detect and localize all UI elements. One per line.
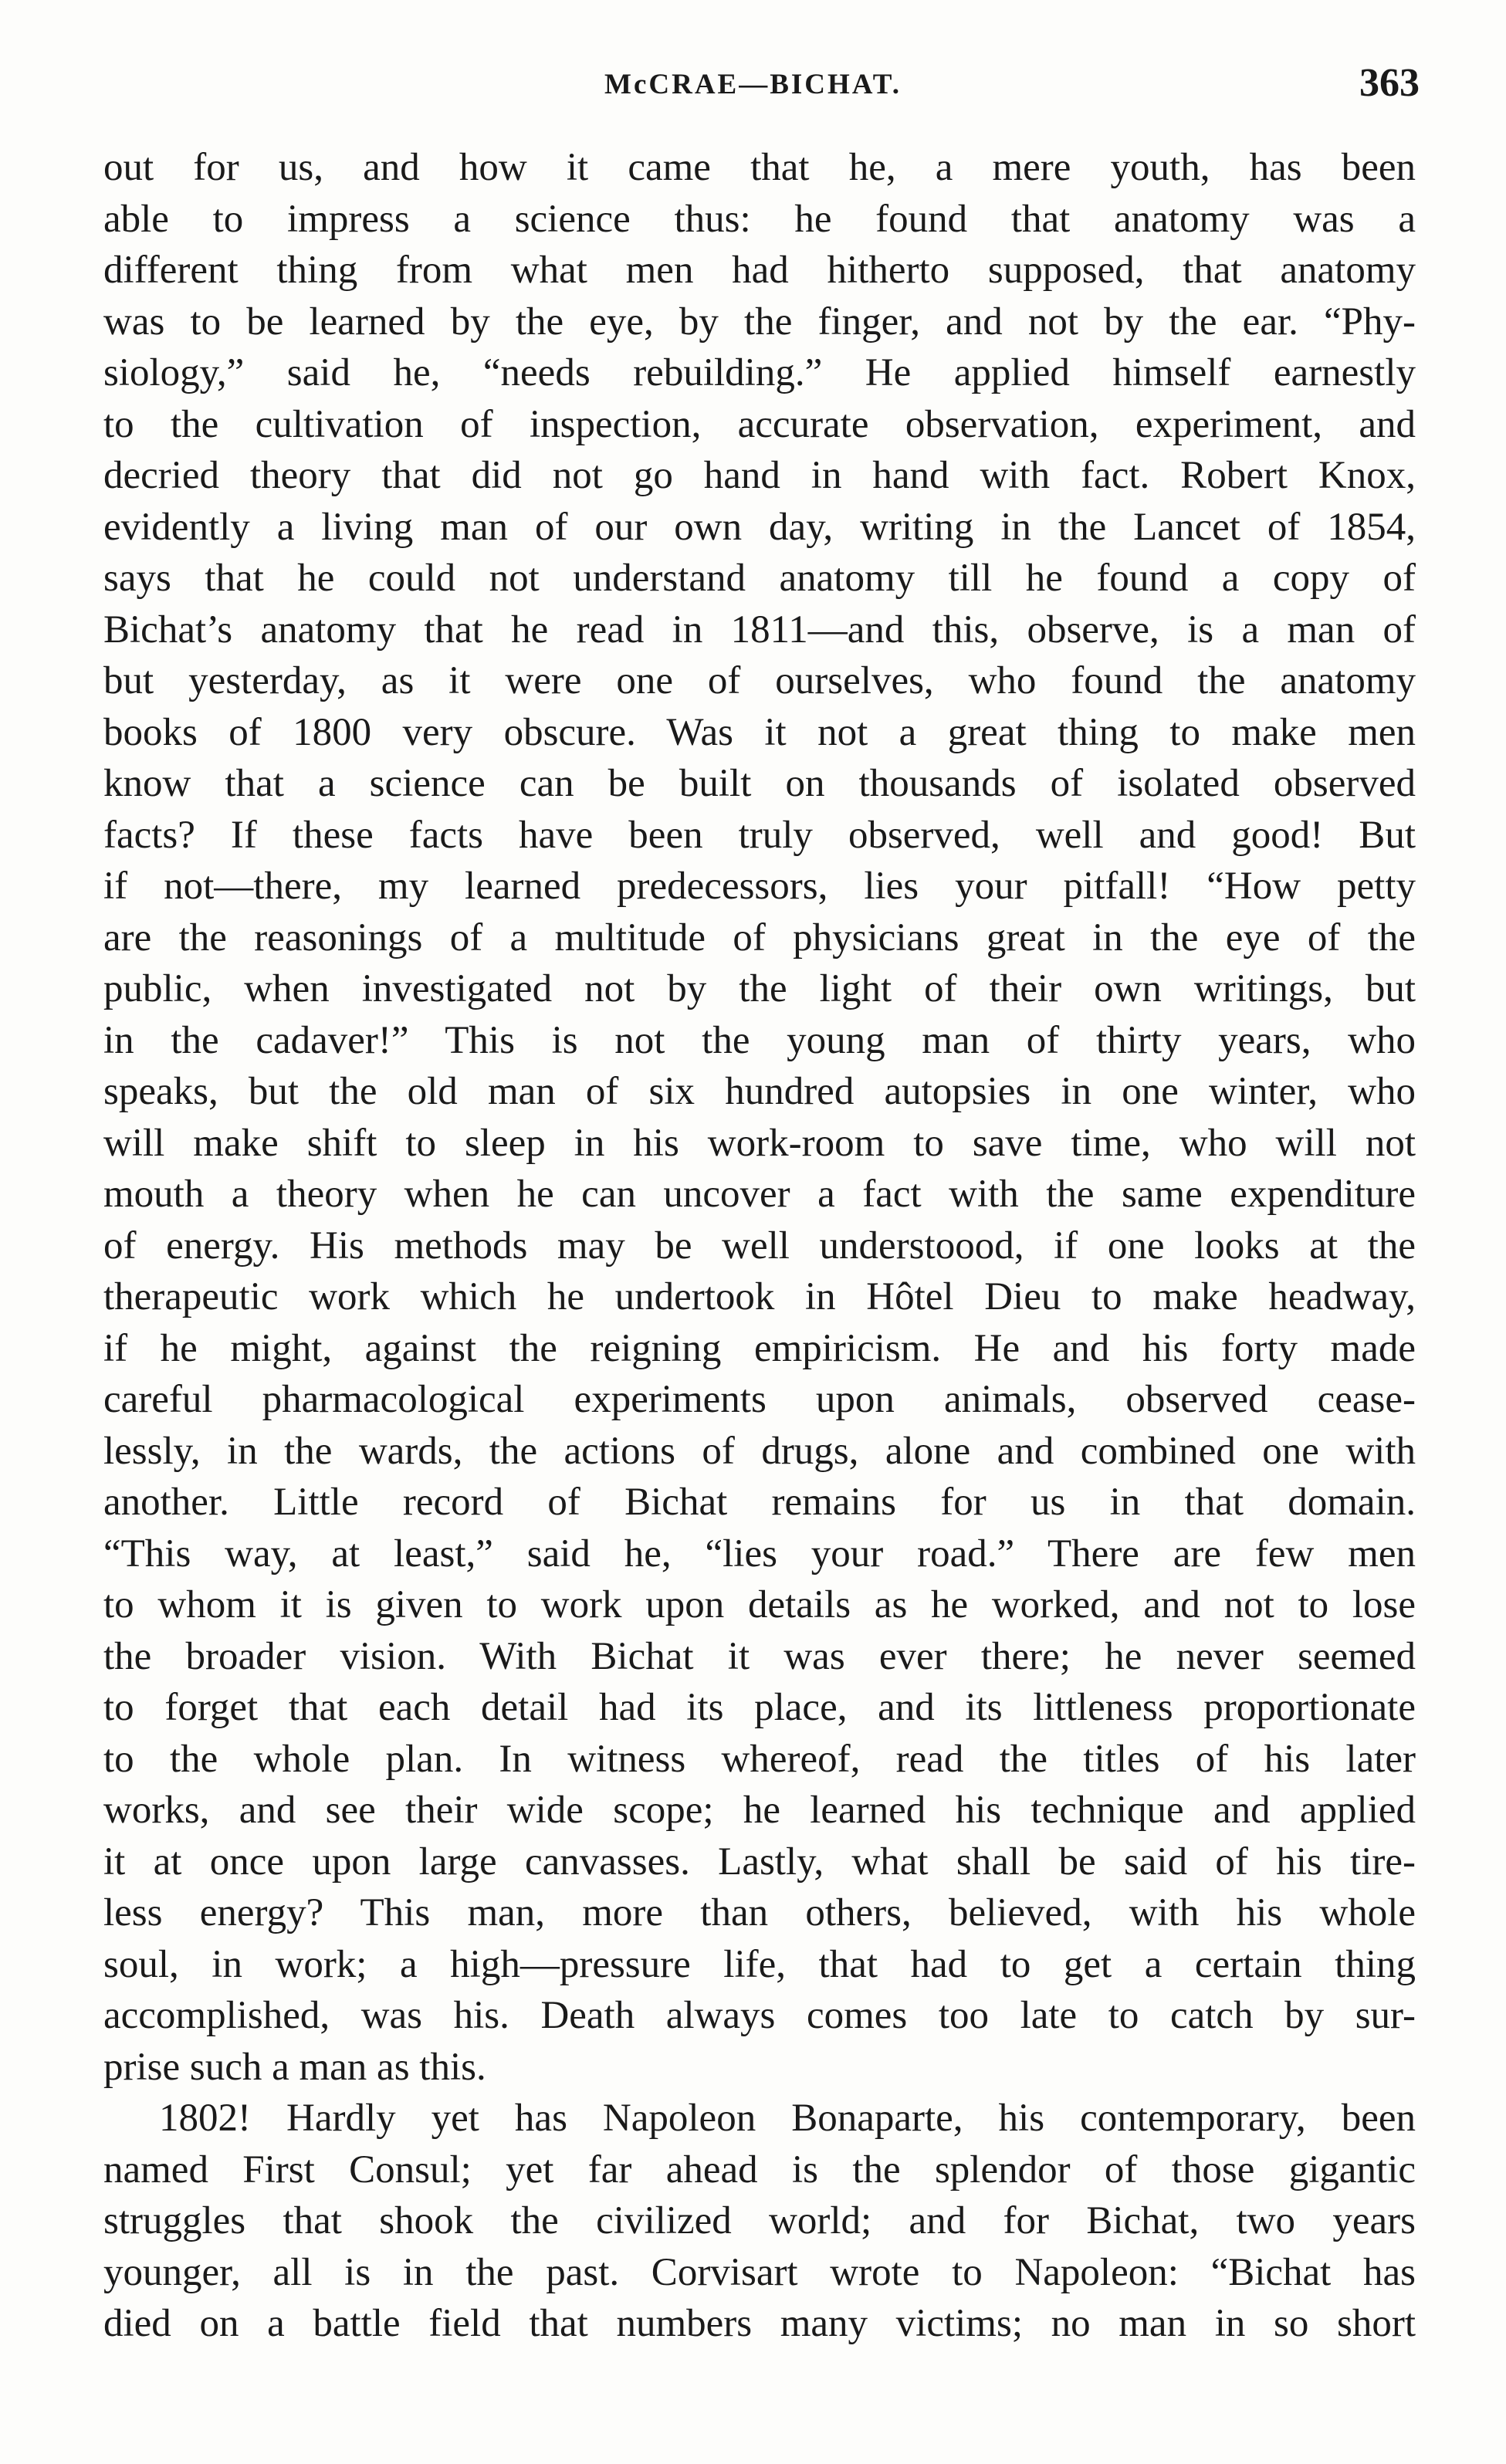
running-title: McCRAE—BICHAT.: [604, 69, 902, 100]
text-line: the broader vision. With Bichat it was ever there; he never seemed: [103, 1634, 1416, 1678]
paragraph-end-line: prise such a man as this.: [103, 2045, 486, 2089]
text-line: works, and see their wide scope; he learned his technique and applied: [103, 1789, 1416, 1832]
text-line: know that a science can be built on thousands of isolated observed: [103, 762, 1416, 805]
text-line: but yesterday, as it were one of ourselves, who found the anatomy: [103, 659, 1416, 702]
text-line: if not—there, my learned predecessors, lies your pitfall! “How petty: [103, 865, 1416, 908]
text-line: lessly, in the wards, the actions of drugs, alone and combined one with: [103, 1429, 1416, 1473]
text-line: less energy? This man, more than others, believed, with his whole: [103, 1891, 1416, 1934]
text-line: out for us, and how it came that he, a mere youth, has been: [103, 146, 1416, 189]
text-line: was to be learned by the eye, by the finger, and not by the ear. “Phy-: [103, 300, 1416, 344]
text-line: facts? If these facts have been truly observed, well and good! But: [103, 813, 1416, 857]
page-number: 363: [1359, 61, 1420, 105]
text-line: mouth a theory when he can uncover a fact with the same expenditure: [103, 1173, 1416, 1216]
text-line: Bichat’s anatomy that he read in 1811—and this, observe, is a man of: [103, 608, 1416, 652]
text-line: another. Little record of Bichat remains for us in that domain.: [103, 1481, 1416, 1524]
text-line: if he might, against the reigning empiricism. He and his forty made: [103, 1326, 1416, 1370]
text-line: of energy. His methods may be well understoood, if one looks at the: [103, 1224, 1416, 1268]
paragraph-start-line: 1802! Hardly yet has Napoleon Bonaparte, his contemporary, been: [159, 2097, 1416, 2140]
text-line: named First Consul; yet far ahead is the splendor of those gigantic: [103, 2148, 1416, 2192]
text-line: will make shift to sleep in his work-room to save time, who will not: [103, 1121, 1416, 1165]
text-line: soul, in work; a high—pressure life, that had to get a certain thing: [103, 1942, 1416, 1986]
text-line: accomplished, was his. Death always comes too late to catch by sur-: [103, 1994, 1416, 2037]
text-line: speaks, but the old man of six hundred autopsies in one winter, who: [103, 1070, 1416, 1113]
text-line: are the reasonings of a multitude of physicians great in the eye of the: [103, 916, 1416, 960]
text-line: different thing from what men had hitherto supposed, that anatomy: [103, 249, 1416, 292]
text-line: struggles that shook the civilized world; and for Bichat, two years: [103, 2199, 1416, 2242]
text-line: books of 1800 very obscure. Was it not a great thing to make men: [103, 710, 1416, 754]
text-line: to forget that each detail had its place, and its littleness proportionate: [103, 1686, 1416, 1729]
text-line: to the cultivation of inspection, accurate observation, experiment, and: [103, 402, 1416, 446]
text-line: it at once upon large canvasses. Lastly, what shall be said of his tire-: [103, 1840, 1416, 1884]
text-line: to whom it is given to work upon details as he worked, and not to lose: [103, 1583, 1416, 1626]
text-line: public, when investigated not by the light of their own writings, but: [103, 967, 1416, 1010]
text-line: decried theory that did not go hand in hand with fact. Robert Knox,: [103, 454, 1416, 497]
text-line: able to impress a science thus: he found that anatomy was a: [103, 197, 1416, 241]
text-line: therapeutic work which he undertook in Hôtel Dieu to make headway,: [103, 1275, 1416, 1318]
text-line: siology,” said he, “needs rebuilding.” He applied himself earnestly: [103, 351, 1416, 394]
text-line: careful pharmacological experiments upon animals, observed cease-: [103, 1378, 1416, 1421]
text-line: “This way, at least,” said he, “lies your road.” There are few men: [103, 1532, 1416, 1576]
running-head: [0, 61, 1506, 114]
text-line: says that he could not understand anatomy till he found a copy of: [103, 557, 1416, 600]
text-line: younger, all is in the past. Corvisart wrote to Napoleon: “Bichat has: [103, 2250, 1416, 2294]
text-line: to the whole plan. In witness whereof, read the titles of his later: [103, 1737, 1416, 1781]
text-line: died on a battle field that numbers many victims; no man in so short: [103, 2302, 1416, 2345]
text-line: in the cadaver!” This is not the young man of thirty years, who: [103, 1018, 1416, 1062]
text-line: evidently a living man of our own day, writing in the Lancet of 1854,: [103, 505, 1416, 549]
body-text: [103, 142, 1416, 2350]
